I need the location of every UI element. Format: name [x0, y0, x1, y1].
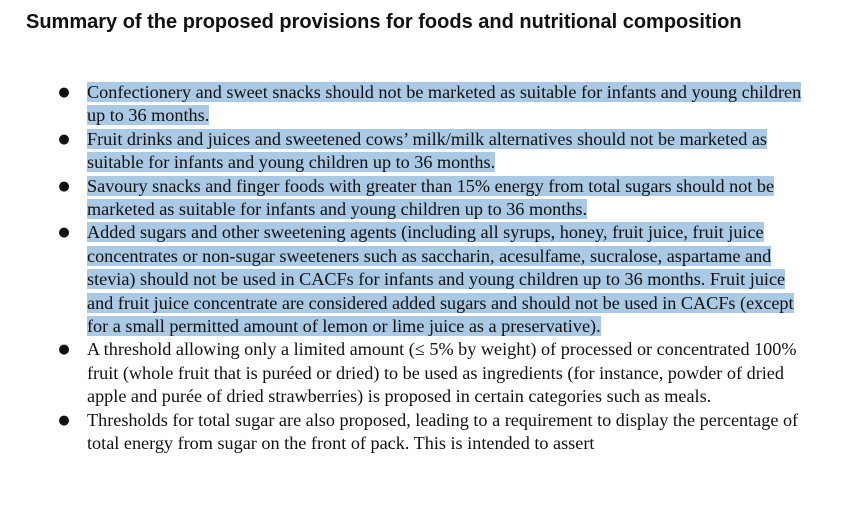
bullet-dot-icon: ● [58, 225, 70, 241]
bullet-item-total-sugar [0, 409, 844, 456]
bullet-text [87, 221, 814, 338]
bullet-text[interactable]: Thresholds for total sugar are also proposed, leading to a requirement to display the percentage of total energy from sugar on the front of pack. This is intended to assert [87, 409, 799, 454]
bullet-item-confectionery [0, 81, 844, 128]
bullet-dot-icon: ● [58, 178, 70, 194]
bullet-text [87, 81, 814, 128]
bullet-dot-icon: ● [58, 412, 70, 428]
bullet-item-fruit-drinks [0, 128, 844, 175]
bullet-text[interactable]: A threshold allowing only a limited amount (≤ 5% by weight) of processed or concentrated 100% fruit (whole fruit that is puréed or dried) to be used as ingredients (for instance, powder of dried apple and purée of dried strawberries) is proposed in certain categories such as meals. [87, 339, 797, 407]
bullet-item-savoury-snacks [0, 175, 844, 222]
bullet-text [87, 175, 814, 222]
highlighted-text[interactable]: Added sugars and other sweetening agents (including all syrups, honey, fruit juice, fruit juice concentrates or non-sugar sweeteners such as saccharin, acesulfame, sucralose, aspartame and stevia) should not be used in CACFs for infants and young children up to 36 months. Fruit juice and fruit juice concentrate are considered added sugars and should not be used in CACFs (except for a small permitted amount of lemon or lime juice as a preservative). [87, 222, 794, 337]
highlighted-text[interactable]: Savoury snacks and finger foods with greater than 15% energy from total sugars should not be marketed as suitable for infants and young children up to 36 months. [87, 175, 775, 220]
provisions-bullet-list [0, 81, 844, 456]
highlighted-text[interactable]: Confectionery and sweet snacks should not be marketed as suitable for infants and young children up to 36 months. [87, 82, 802, 126]
bullet-item-fruit-threshold [0, 338, 844, 408]
section-heading: Summary of the proposed provisions for foods and nutritional composition [26, 11, 742, 33]
bullet-dot-icon: ● [58, 131, 70, 147]
highlighted-text[interactable]: Fruit drinks and juices and sweetened cows’ milk/milk alternatives should not be marketed as suitable for infants and young children up to 36 months. [87, 128, 768, 173]
bullet-text [87, 128, 814, 175]
bullet-item-added-sugars [0, 221, 844, 338]
bullet-dot-icon: ● [58, 342, 70, 358]
bullet-dot-icon: ● [58, 85, 70, 100]
